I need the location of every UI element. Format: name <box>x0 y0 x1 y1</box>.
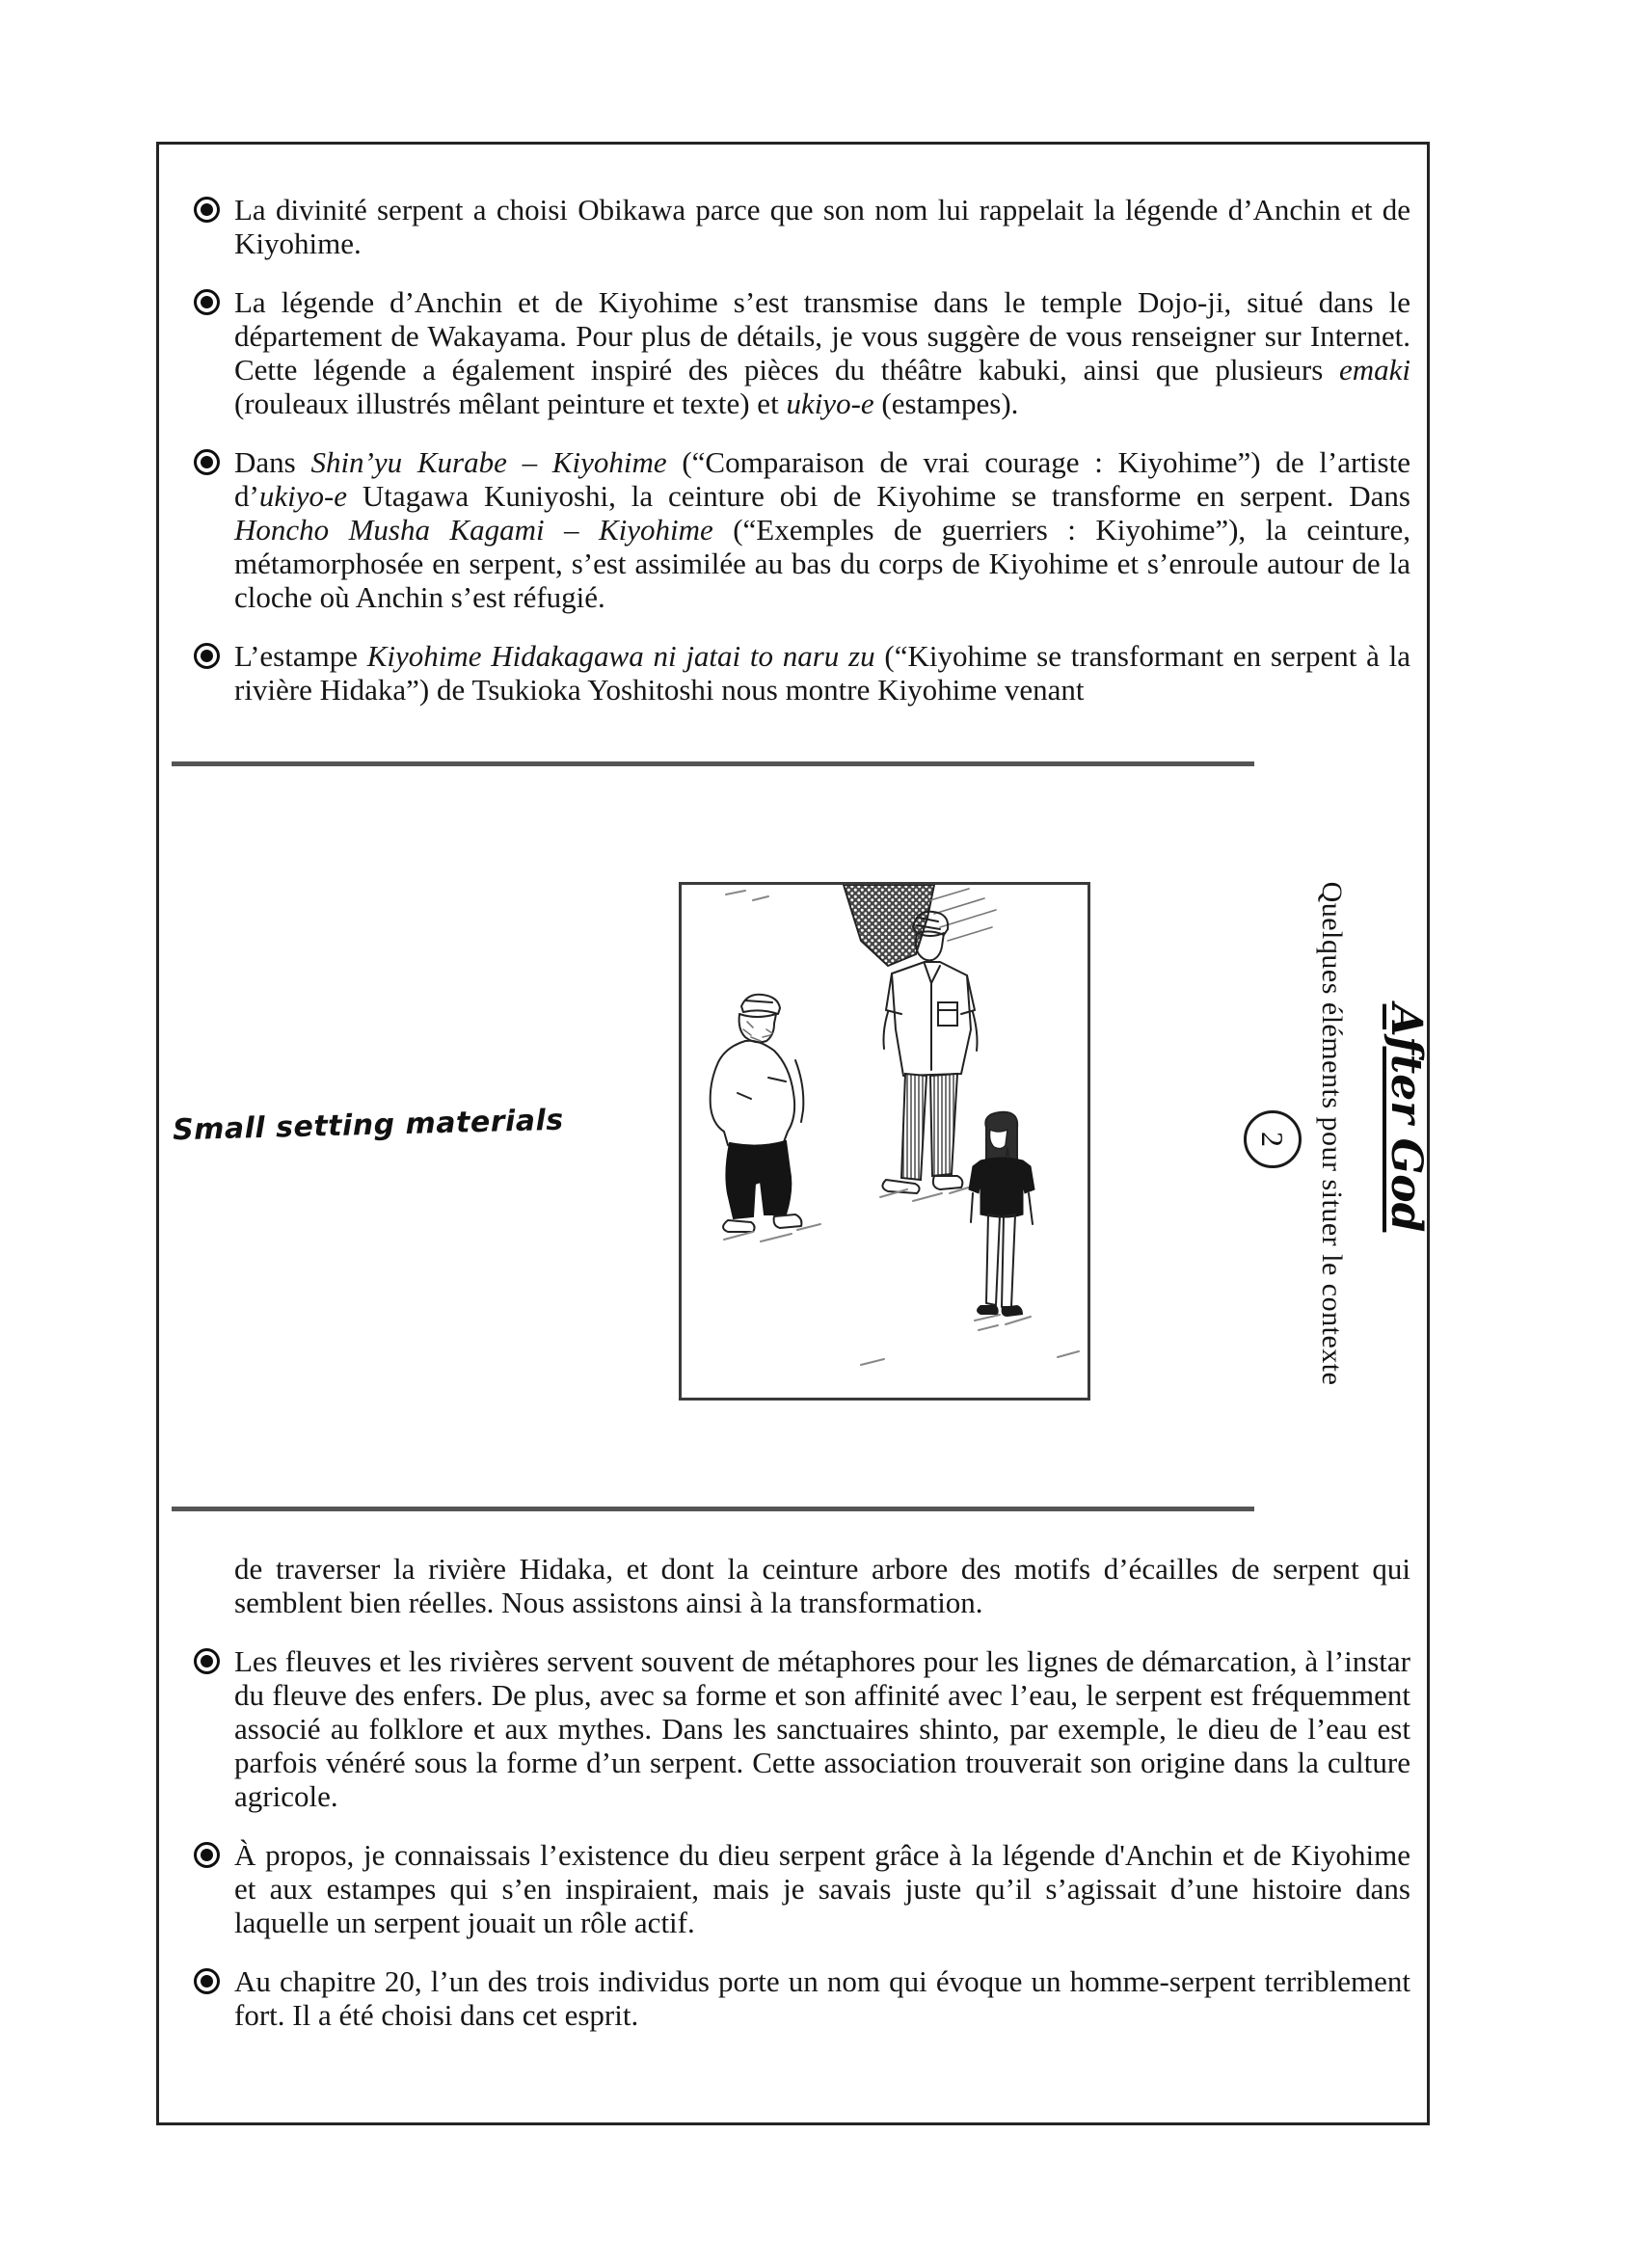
fisheye-bullet-icon <box>194 1842 220 1868</box>
page-border <box>156 142 1430 2125</box>
paragraph <box>194 639 1410 707</box>
italic-text-run: Honcho Musha Kagami – Kiyohime <box>234 513 713 547</box>
text-run: (rouleaux illustrés mêlant peinture et texte) et <box>234 387 787 420</box>
section-divider-top <box>172 761 1254 766</box>
paragraph <box>194 1838 1410 1939</box>
fisheye-bullet-icon <box>194 643 220 669</box>
text-run: La divinité serpent a choisi Obikawa parce que son nom lui rappelait la légende d’Anchin et de Kiyohime. <box>234 193 1410 260</box>
text-run: Utagawa Kuniyoshi, la ceinture obi de Kiyohime se transforme en serpent. Dans <box>347 479 1410 513</box>
italic-text-run: ukiyo-e <box>786 387 874 420</box>
text-run: Au chapitre 20, l’un des trois individus porte un nom qui évoque un homme-serpent terriblement fort. Il a été choisi dans cet esprit. <box>234 1964 1410 2032</box>
paragraph <box>194 285 1410 420</box>
text-run: La légende d’Anchin et de Kiyohime s’est transmise dans le temple Dojo-ji, situé dans le département de Wakayama. Pour plus de détails, je vous suggère de vous renseigner sur Internet. Cette légende a également inspiré des pièces du théâtre kabuki, ainsi que plusieurs <box>234 285 1410 387</box>
section-divider-bottom <box>172 1507 1254 1511</box>
page-number: 2 <box>1255 1132 1290 1147</box>
paragraph <box>194 1964 1410 2032</box>
fisheye-bullet-icon <box>194 197 220 223</box>
paragraph <box>194 1552 1410 1619</box>
text-run: (“Kiyohime se transformant en serpent à la rivière Hidaka”) de Tsukioka Yoshitoshi nous montre Kiyohime venant <box>234 639 1411 707</box>
italic-text-run: emaki <box>1338 353 1410 387</box>
paragraph <box>194 1644 1410 1813</box>
figure-panel <box>679 882 1090 1401</box>
fisheye-bullet-icon <box>194 289 220 315</box>
bottom-paragraphs <box>194 1552 1410 2032</box>
text-run: de traverser la rivière Hidaka, et dont la ceinture arbore des motifs d’écailles de serpent qui semblent bien réelles. Nous assistons ainsi à la transformation. <box>234 1552 1410 1619</box>
after-god-logo: After God <box>1382 1003 1431 1233</box>
paragraph <box>194 445 1410 614</box>
three-figures-illustration <box>682 885 1088 1398</box>
italic-text-run: Kiyohime Hidakagawa ni jatai to naru zu <box>366 639 875 673</box>
paragraph <box>194 193 1410 260</box>
text-run: Les fleuves et les rivières servent souvent de métaphores pour les lignes de démarcation, à l’instar du fleuve des enfers. De plus, avec sa forme et son affinité avec l’eau, le serpent est fréquemment associé au folklore et aux mythes. Dans les sanctuaires shinto, par exemple, le dieu de l’eau est parfois vénéré sous la forme d’un serpent. Cette association trouverait son origine dans la culture agricole. <box>234 1644 1410 1813</box>
text-run: (estampes). <box>873 387 1019 420</box>
italic-text-run: ukiyo-e <box>258 479 348 513</box>
top-paragraphs <box>194 193 1410 707</box>
italic-text-run: Shin’yu Kurabe – Kiyohime <box>310 445 667 479</box>
fisheye-bullet-icon <box>194 1968 220 1994</box>
text-run: (“Comparaison de vrai courage : Kiyohime”) de l’artiste d’ <box>234 445 1410 513</box>
text-run: L’estampe <box>234 639 367 673</box>
vertical-section-title: Quelques éléments pour situer le contexte <box>1316 881 1348 1386</box>
fisheye-bullet-icon <box>194 1648 220 1674</box>
handwritten-caption: Small setting materials <box>172 1103 565 1148</box>
text-run: Dans <box>234 445 311 479</box>
fisheye-bullet-icon <box>194 449 220 475</box>
page-number-badge <box>1244 1110 1302 1168</box>
text-run: (“Exemples de guerriers : Kiyohime”), la ceinture, métamorphosée en serpent, s’est assimilée au bas du corps de Kiyohime et s’enroule autour de la cloche où Anchin s’est réfugié. <box>234 513 1410 614</box>
text-run: À propos, je connaissais l’existence du dieu serpent grâce à la légende d'Anchin et de Kiyohime et aux estampes qui s’en inspiraient, mais je savais juste qu’il s’agissait d’une histoire dans laquelle un serpent jouait un rôle actif. <box>234 1838 1410 1939</box>
